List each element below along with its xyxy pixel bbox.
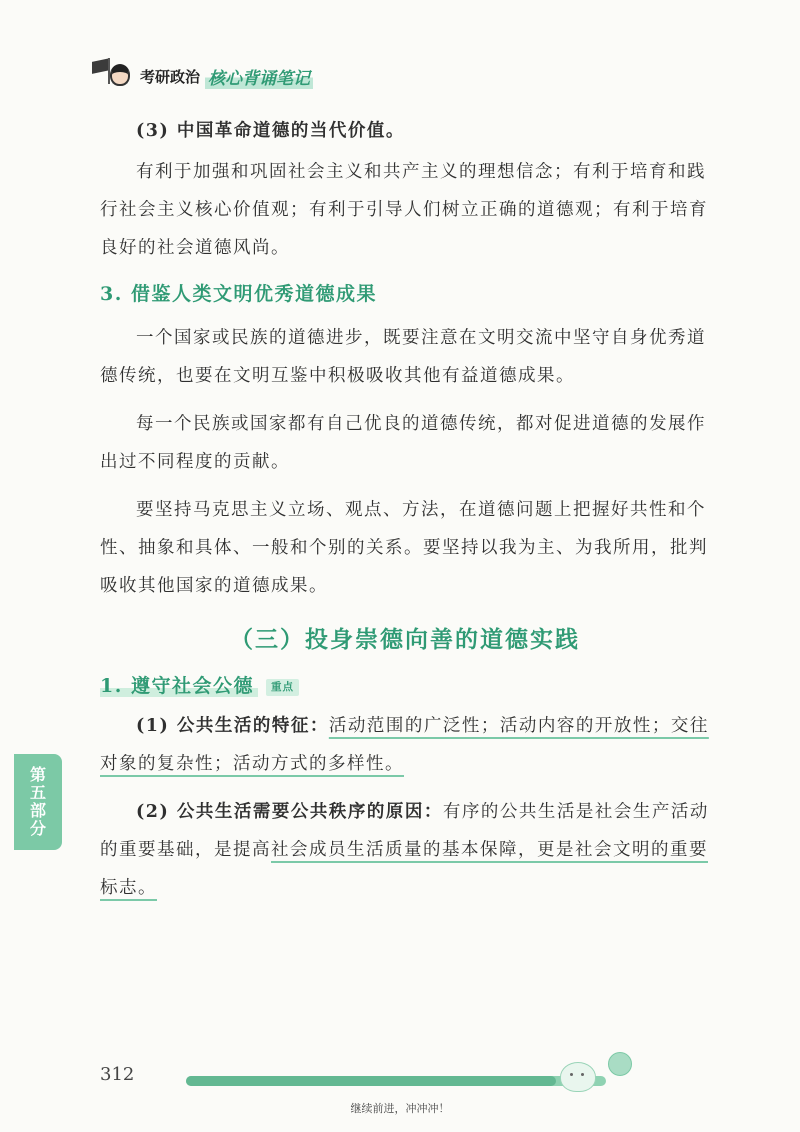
side-tab-char: 五 [29, 783, 46, 802]
item-label: (2) 公共生活需要公共秩序的原因： [136, 802, 443, 822]
header-subtitle: 核心背诵笔记 [205, 64, 313, 89]
mascot-blob-icon [560, 1062, 596, 1092]
page-header [92, 54, 313, 98]
key-point-badge: 重点 [266, 679, 299, 696]
side-tab-char: 第 [29, 765, 46, 784]
section-heading-text: 1. 遵守社会公德 [100, 675, 258, 697]
mascot-icon [92, 56, 134, 96]
item-text-underlined: 社会成员生活质量的基本保障，更是社会文明的重要标志。 [100, 840, 708, 898]
paragraph: 一个国家或民族的道德进步，既要注意在文明交流中坚守自身优秀道德传统，也要在文明互鉴中积极吸收其他有益道德成果。 [100, 328, 706, 386]
side-tab-char: 分 [29, 819, 46, 838]
paragraph: 有利于加强和巩固社会主义和共产主义的理想信念；有利于培育和践行社会主义核心价值观；有利于引导人们树立正确的道德观；有利于培育良好的社会道德风尚。 [100, 162, 708, 258]
header-title: 考研政治 [140, 67, 201, 86]
page-number: 312 [100, 1064, 135, 1085]
speech-bubble-icon [608, 1052, 632, 1076]
progress-bar [186, 1076, 606, 1086]
section-heading [100, 667, 710, 705]
section-heading: 3. 借鉴人类文明优秀道德成果 [100, 283, 377, 305]
subsection-heading: (3) 中国革命道德的当代价值。 [136, 121, 405, 141]
list-item [100, 793, 710, 907]
item-text: 活动范围的广泛性；活动内容的开放性；交往对象的复杂性；活动方式的多样性。 [100, 716, 709, 774]
chapter-title: （三）投身崇德向善的道德实践 [230, 626, 580, 653]
list-item [100, 707, 710, 783]
page-content [100, 112, 710, 907]
item-text: 有序的公共生活是社会生产活动的重要基础，是提高 [100, 802, 709, 860]
item-label: (1) 公共生活的特征： [136, 716, 329, 736]
footer-slogan: 继续前进，冲冲冲！ [350, 1102, 450, 1115]
side-tab-char: 部 [29, 801, 46, 820]
part-side-tab [14, 754, 62, 850]
paragraph: 每一个民族或国家都有自己优良的道德传统，都对促进道德的发展作出过不同程度的贡献。 [100, 414, 706, 472]
paragraph: 要坚持马克思主义立场、观点、方法，在道德问题上把握好共性和个性、抽象和具体、一般和个别的关系。要坚持以我为主、为我所用，批判吸收其他国家的道德成果。 [100, 500, 708, 596]
